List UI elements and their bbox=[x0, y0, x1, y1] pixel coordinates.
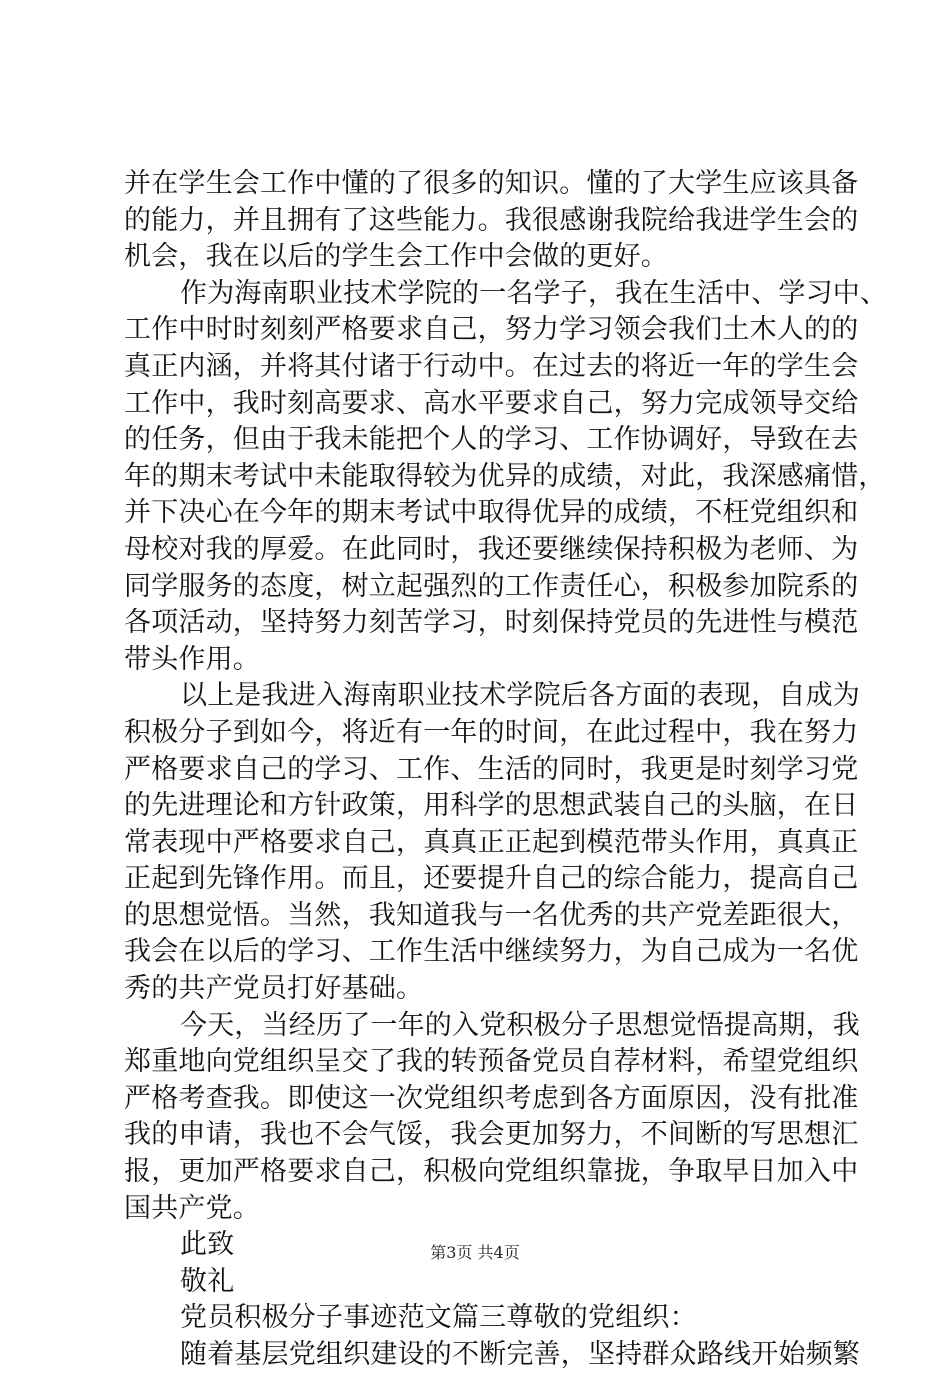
text-line: 秀的共产党员打好基础。 bbox=[124, 973, 424, 1005]
text-line: 报，更加严格要求自己，积极向党组织靠拢，争取早日加入中 bbox=[124, 1156, 859, 1188]
text-line: 同学服务的态度，树立起强烈的工作责任心，积极参加院系的 bbox=[124, 570, 859, 602]
text-line: 常表现中严格要求自己，真真正正起到模范带头作用，真真正 bbox=[124, 826, 859, 858]
text-line: 工作中时时刻刻严格要求自己，努力学习领会我们土木人的的 bbox=[124, 314, 859, 346]
text-line: 的先进理论和方针政策，用科学的思想武装自己的头脑，在日 bbox=[124, 790, 859, 822]
text-line: 的思想觉悟。当然，我知道我与一名优秀的共产党差距很大， bbox=[124, 899, 859, 931]
closing-salutation: 此致 bbox=[180, 1229, 235, 1261]
text-line: 工作中，我时刻高要求、高水平要求自己，努力完成领导交给 bbox=[124, 387, 859, 419]
text-line: 各项活动，坚持努力刻苦学习，时刻保持党员的先进性与模范 bbox=[124, 607, 859, 639]
text-line: 积极分子到如今，将近有一年的时间，在此过程中，我在努力 bbox=[124, 716, 859, 748]
text-line: 严格考查我。即使这一次党组织考虑到各方面原因，没有批准 bbox=[124, 1082, 859, 1114]
text-line: 的能力，并且拥有了这些能力。我很感谢我院给我进学生会的 bbox=[124, 204, 859, 236]
paragraph-start-line: 作为海南职业技术学院的一名学子，我在生活中、学习中、 bbox=[180, 277, 888, 309]
text-line: 带头作用。 bbox=[124, 643, 260, 675]
text-line: 并下决心在今年的期末考试中取得优异的成绩，不枉党组织和 bbox=[124, 497, 859, 529]
text-line: 郑重地向党组织呈交了我的转预备党员自荐材料，希望党组织 bbox=[124, 1046, 859, 1078]
section-heading-line: 党员积极分子事迹范文篇三尊敬的党组织： bbox=[180, 1302, 697, 1334]
text-line: 我的申请，我也不会气馁，我会更加努力，不间断的写思想汇 bbox=[124, 1119, 859, 1151]
text-line: 母校对我的厚爱。在此同时，我还要继续保持积极为老师、为 bbox=[124, 533, 859, 565]
paragraph-start-line: 随着基层党组织建设的不断完善，坚持群众路线开始频繁 bbox=[180, 1339, 860, 1370]
text-line: 国共产党。 bbox=[124, 1192, 260, 1224]
text-line: 年的期末考试中未能取得较为优异的成绩，对此，我深感痛惜， bbox=[124, 460, 886, 492]
text-line: 的任务，但由于我未能把个人的学习、工作协调好，导致在去 bbox=[124, 424, 859, 456]
text-line: 正起到先锋作用。而且，还要提升自己的综合能力，提高自己 bbox=[124, 863, 859, 895]
text-line: 我会在以后的学习、工作生活中继续努力，为自己成为一名优 bbox=[124, 936, 859, 968]
text-line: 并在学生会工作中懂的了很多的知识。懂的了大学生应该具备 bbox=[124, 168, 859, 199]
text-line: 严格要求自己的学习、工作、生活的同时，我更是时刻学习党 bbox=[124, 753, 859, 785]
paragraph-start-line: 以上是我进入海南职业技术学院后各方面的表现，自成为 bbox=[180, 680, 860, 712]
closing-regards: 敬礼 bbox=[180, 1265, 235, 1297]
page-number-footer: 第3页 共4页 bbox=[430, 1243, 520, 1262]
paragraph-start-line: 今天，当经历了一年的入党积极分子思想觉悟提高期，我 bbox=[180, 1009, 860, 1041]
text-line: 机会，我在以后的学生会工作中会做的更好。 bbox=[124, 241, 668, 273]
text-line: 真正内涵，并将其付诸于行动中。在过去的将近一年的学生会 bbox=[124, 350, 859, 382]
document-body bbox=[124, 166, 888, 1374]
